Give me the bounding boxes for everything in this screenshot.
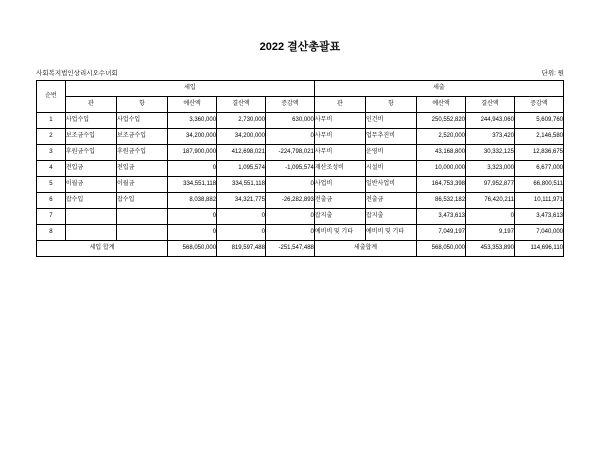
header-income-budget: 예산액 <box>168 97 217 113</box>
expense-total-label: 세출합계 <box>314 241 416 257</box>
expense-increase: 10,111,971 <box>514 193 563 209</box>
expense-gwan: 잡지출 <box>314 209 365 225</box>
income-hang <box>117 225 168 241</box>
income-increase: -224,798,021 <box>265 145 314 161</box>
income-gwan <box>65 209 116 225</box>
row-no: 1 <box>37 113 66 129</box>
expense-total-budget: 568,050,000 <box>417 241 466 257</box>
expense-budget: 250,552,820 <box>417 113 466 129</box>
table-row <box>37 113 564 129</box>
table-row <box>37 193 564 209</box>
expense-gwan: 사업비 <box>314 177 365 193</box>
header-income-group: 세입 <box>65 81 314 97</box>
subheader <box>36 68 564 77</box>
expense-hang: 잡지출 <box>366 209 417 225</box>
expense-settlement: 9,197 <box>466 225 515 241</box>
expense-total-settlement: 453,353,890 <box>466 241 515 257</box>
income-budget: 334,551,118 <box>168 177 217 193</box>
income-hang: 후원금수입 <box>117 145 168 161</box>
table-total-row <box>37 241 564 257</box>
expense-gwan: 사무비 <box>314 145 365 161</box>
header-expense-hang: 항 <box>366 97 417 113</box>
income-hang: 사업수입 <box>117 113 168 129</box>
row-no: 3 <box>37 145 66 161</box>
income-settlement: 412,698,021 <box>217 145 266 161</box>
table-header-group-row <box>37 81 564 97</box>
header-expense-budget: 예산액 <box>417 97 466 113</box>
expense-increase: 2,146,580 <box>514 129 563 145</box>
income-gwan: 전입금 <box>65 161 116 177</box>
expense-hang: 전출금 <box>366 193 417 209</box>
expense-budget: 10,000,000 <box>417 161 466 177</box>
table-row <box>37 177 564 193</box>
expense-settlement: 97,952,877 <box>466 177 515 193</box>
row-no: 7 <box>37 209 66 225</box>
income-increase: 0 <box>265 129 314 145</box>
table-row <box>37 225 564 241</box>
income-gwan: 보조금수입 <box>65 129 116 145</box>
header-income-increase: 증감액 <box>265 97 314 113</box>
income-budget: 187,900,000 <box>168 145 217 161</box>
income-settlement: 34,321,775 <box>217 193 266 209</box>
expense-gwan: 사무비 <box>314 113 365 129</box>
income-settlement: 334,551,118 <box>217 177 266 193</box>
expense-hang: 시설비 <box>366 161 417 177</box>
header-income-hang: 항 <box>117 97 168 113</box>
header-expense-increase: 증감액 <box>514 97 563 113</box>
table-row <box>37 129 564 145</box>
expense-budget: 2,520,000 <box>417 129 466 145</box>
expense-gwan: 전출금 <box>314 193 365 209</box>
expense-budget: 3,473,613 <box>417 209 466 225</box>
expense-hang: 예비비 및 기타 <box>366 225 417 241</box>
expense-hang: 업무추진비 <box>366 129 417 145</box>
expense-budget: 86,532,182 <box>417 193 466 209</box>
expense-hang: 일반사업비 <box>366 177 417 193</box>
income-settlement: 34,200,000 <box>217 129 266 145</box>
header-expense-gwan: 관 <box>314 97 365 113</box>
expense-budget: 7,049,197 <box>417 225 466 241</box>
expense-increase: 6,677,000 <box>514 161 563 177</box>
expense-budget: 43,168,800 <box>417 145 466 161</box>
income-total-budget: 568,050,000 <box>168 241 217 257</box>
header-expense-settlement: 결산액 <box>466 97 515 113</box>
header-income-gwan: 관 <box>65 97 116 113</box>
expense-settlement: 0 <box>466 209 515 225</box>
income-hang: 잡수입 <box>117 193 168 209</box>
table-row <box>37 209 564 225</box>
table-row <box>37 161 564 177</box>
expense-settlement: 244,943,060 <box>466 113 515 129</box>
row-no: 2 <box>37 129 66 145</box>
income-total-label: 세입 합계 <box>37 241 168 257</box>
row-no: 8 <box>37 225 66 241</box>
expense-hang: 인건비 <box>366 113 417 129</box>
income-increase: -1,095,574 <box>265 161 314 177</box>
expense-hang: 운영비 <box>366 145 417 161</box>
row-no: 4 <box>37 161 66 177</box>
income-budget: 0 <box>168 209 217 225</box>
income-total-settlement: 819,597,488 <box>217 241 266 257</box>
income-budget: 3,360,000 <box>168 113 217 129</box>
expense-gwan: 사무비 <box>314 129 365 145</box>
expense-settlement: 373,420 <box>466 129 515 145</box>
page-title: 2022 결산총괄표 <box>259 41 341 53</box>
income-hang <box>117 209 168 225</box>
income-budget: 8,038,882 <box>168 193 217 209</box>
income-gwan: 후원금수입 <box>65 145 116 161</box>
income-increase: 0 <box>265 225 314 241</box>
income-settlement: 0 <box>217 225 266 241</box>
income-increase: -26,282,893 <box>265 193 314 209</box>
income-increase: 0 <box>265 209 314 225</box>
header-expense-group: 세출 <box>314 81 563 97</box>
expense-budget: 164,753,398 <box>417 177 466 193</box>
expense-increase: 66,800,511 <box>514 177 563 193</box>
document-page <box>0 38 600 462</box>
expense-increase: 3,473,613 <box>514 209 563 225</box>
expense-gwan: 재산조성비 <box>314 161 365 177</box>
income-settlement: 2,730,000 <box>217 113 266 129</box>
income-budget: 34,200,000 <box>168 129 217 145</box>
table-header-col-row <box>37 97 564 113</box>
row-no: 6 <box>37 193 66 209</box>
income-budget: 0 <box>168 225 217 241</box>
income-hang: 전입금 <box>117 161 168 177</box>
row-no: 5 <box>37 177 66 193</box>
income-total-increase: -251,547,488 <box>265 241 314 257</box>
expense-total-increase: 114,696,110 <box>514 241 563 257</box>
expense-increase: 5,609,760 <box>514 113 563 129</box>
table-row <box>37 145 564 161</box>
income-budget: 0 <box>168 161 217 177</box>
income-hang: 이월금 <box>117 177 168 193</box>
expense-settlement: 3,323,000 <box>466 161 515 177</box>
income-gwan: 이월금 <box>65 177 116 193</box>
income-gwan: 잡수입 <box>65 193 116 209</box>
expense-gwan: 예비비 및 기타 <box>314 225 365 241</box>
expense-increase: 7,040,000 <box>514 225 563 241</box>
income-increase: 0 <box>265 177 314 193</box>
expense-settlement: 76,420,211 <box>466 193 515 209</box>
unit-label: 단위: 원 <box>541 70 564 77</box>
income-increase: 630,000 <box>265 113 314 129</box>
income-gwan <box>65 225 116 241</box>
income-settlement: 1,095,574 <box>217 161 266 177</box>
header-no: 순번 <box>37 81 66 113</box>
income-gwan: 사업수입 <box>65 113 116 129</box>
income-settlement: 0 <box>217 209 266 225</box>
expense-settlement: 30,332,125 <box>466 145 515 161</box>
organization-name: 사회복지법인상리시오수녀회 <box>36 70 118 77</box>
header-income-settlement: 결산액 <box>217 97 266 113</box>
settlement-summary-table <box>36 80 564 257</box>
expense-increase: 12,836,675 <box>514 145 563 161</box>
income-hang: 보조금수입 <box>117 129 168 145</box>
